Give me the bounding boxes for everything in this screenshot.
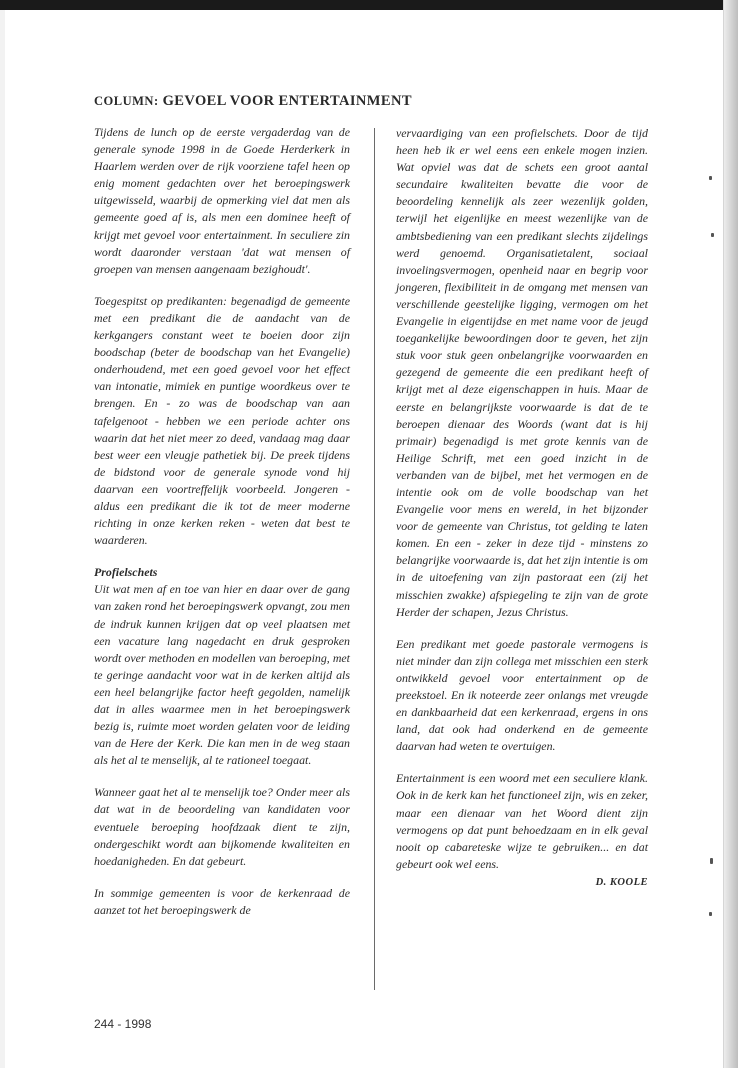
column-heading bbox=[94, 92, 412, 110]
paragraph: vervaardiging van een profielschets. Door de tijd heen heb ik er wel eens een enkele mogen inzien. Wat opviel was dat de schets een groot aantal secundaire kwaliteiten bevatte die voor de beoordeling kennelijk als zeer wezenlijk golden, terwijl het eigenlijke en meest wezenlijke van de ambtsbediening van een predikant slechts zijdelings werd genoemd. Organisatietalent, sociaal invoelingsvermogen, openheid naar en begrip voor jongeren, flexibiliteit in de omgang met mensen van verschillende geestelijke ligging, vermogen om het Evangelie in eigentijdse en met name voor de jeugd toegankelijke bewoordingen door te geven, het zijn stuk voor stuk geen onbelangrijke voorwaarden en gezegend de gemeente die een predikant heeft of krijgt met al deze eigenschappen in huis. Maar de eerste en belangrijkste voorwaarde is dat de te beroepen dienaar des Woords (want dat is hij primair) begenadigd is met grote kennis van de Heilige Schrift, met een goed inzicht in de verbanden van de bijbel, met het vermogen en de intentie ook om de volle boodschap van het Evangelie voor mens en wereld, in het bijzonder voor de gemeente van Christus, tot gelding te laten komen. En een - zeker in deze tijd - minstens zo belangrijke voorwaarde is, dat het zijn intentie is om in de uitoefening van zijn pastoraat een (zij het misschien zwakke) afspiegeling te zijn van de grote Herder der schapen, Jezus Christus. bbox=[396, 126, 648, 619]
paragraph: In sommige gemeenten is voor de kerkenraad de aanzet tot het beroepingswerk de bbox=[94, 885, 350, 917]
column-divider bbox=[374, 128, 375, 990]
scan-speck bbox=[710, 858, 713, 864]
paragraph: Uit wat men af en toe van hier en daar over de gang van zaken rond het beroepingswerk opvangt, zou men de indruk kunnen krijgen dat op veel plaatsen met een vacature lang nagedacht en druk gesproken wordt over methoden en modellen van beroeping, met te geringe aandacht voor wat in de kerken altijd als een heel belangrijke factor heeft gegolden, namelijk dat in alles waarmee men in het beroepingswerk bezig is, ruimte moet worden gelaten voor de leiding van de Here der Kerk. Die kan men in de weg staan als het al te menselijk, al te rationeel toegaat. bbox=[94, 582, 350, 768]
paragraph: Toegespitst op predikanten: begenadigd de gemeente met een predikant die de aandacht van de kerkgangers constant weet te boeien door zijn boodschap (beter de boodschap van het Evangelie) onderhoudend, met een goed gevoel voor het effect van intonatie, mimiek en puntige woordkeus over te brengen. En - zo was de boodschap van aan tafelgenoot - hebben we een periode achter ons waarin dat het niet meer zo deed, vandaag mag daar best weer een vleugje pathetiek bij. De preek tijdens de bidstond voor de generale synode vond hij daarvan een voortreffelijk voorbeeld. Jongeren - aldus een predikant die ik tot de meer moderne richting in onze kerken reken - weten dat best te waarderen. bbox=[94, 293, 350, 548]
paragraph: Entertainment is een woord met een seculiere klank. Ook in de kerk kan het functioneel zijn, wis en zeker, maar een dienaar van het Woord dient zijn vermogens op dat punt behoedzaam en in elk geval nooit op cabaretеske wijze te gebruiken... en dat gebeurt ook wel eens. bbox=[396, 771, 648, 871]
column-kicker: COLUMN: bbox=[94, 94, 159, 108]
scan-left-shade bbox=[0, 10, 5, 1068]
subheading: Profielschets bbox=[94, 565, 158, 580]
paragraph: Een predikant met goede pastorale vermogens is niet minder dan zijn collega met misschien een sterk ontwikkeld gevoel voor entertainment op de preekstoel. En ik noteerde zeer onlangs met vreugde en dankbaarheid dat een kerkenraad, ergens in ons land, dat ook had onderkend en de gemeente daarvan had weten te overtuigen. bbox=[396, 636, 648, 754]
author-signature: D. KOOLE bbox=[595, 876, 648, 888]
left-column bbox=[94, 124, 350, 919]
paragraph: Tijdens de lunch op de eerste vergaderdag van de generale synode 1998 in de Goede Herderkerk in Haarlem werden over de rijk voorziene tafel heen op enig moment gedachten over het beroepingswerk uitgewisseld, waarbij de opmerking viel dat men als gemeente goed af is, als men een dominee heeft of krijgt met gevoel voor entertainment. In seculiere zin wordt daaronder verstaan 'dat wat mensen of groepen van mensen aangenaam bezighoudt'. bbox=[94, 125, 350, 276]
paragraph: Wanneer gaat het al te menselijk toe? Onder meer als dat wat in de beoordeling van kandidaten voor eventuele beroeping hoofdzaak dient te zijn, ondergeschikt wordt aan bijkomende kwaliteiten en hoedanigheden. En dat gebeurt. bbox=[94, 785, 350, 868]
column-title: GEVOEL VOOR ENTERTAINMENT bbox=[162, 93, 412, 109]
scan-speck bbox=[711, 233, 714, 237]
scan-right-edge bbox=[724, 0, 738, 1068]
page-number: 244 - 1998 bbox=[94, 1017, 152, 1031]
scan-speck bbox=[709, 912, 712, 916]
right-column bbox=[396, 125, 648, 891]
scan-speck bbox=[709, 176, 712, 180]
scan-top-border bbox=[0, 0, 738, 10]
